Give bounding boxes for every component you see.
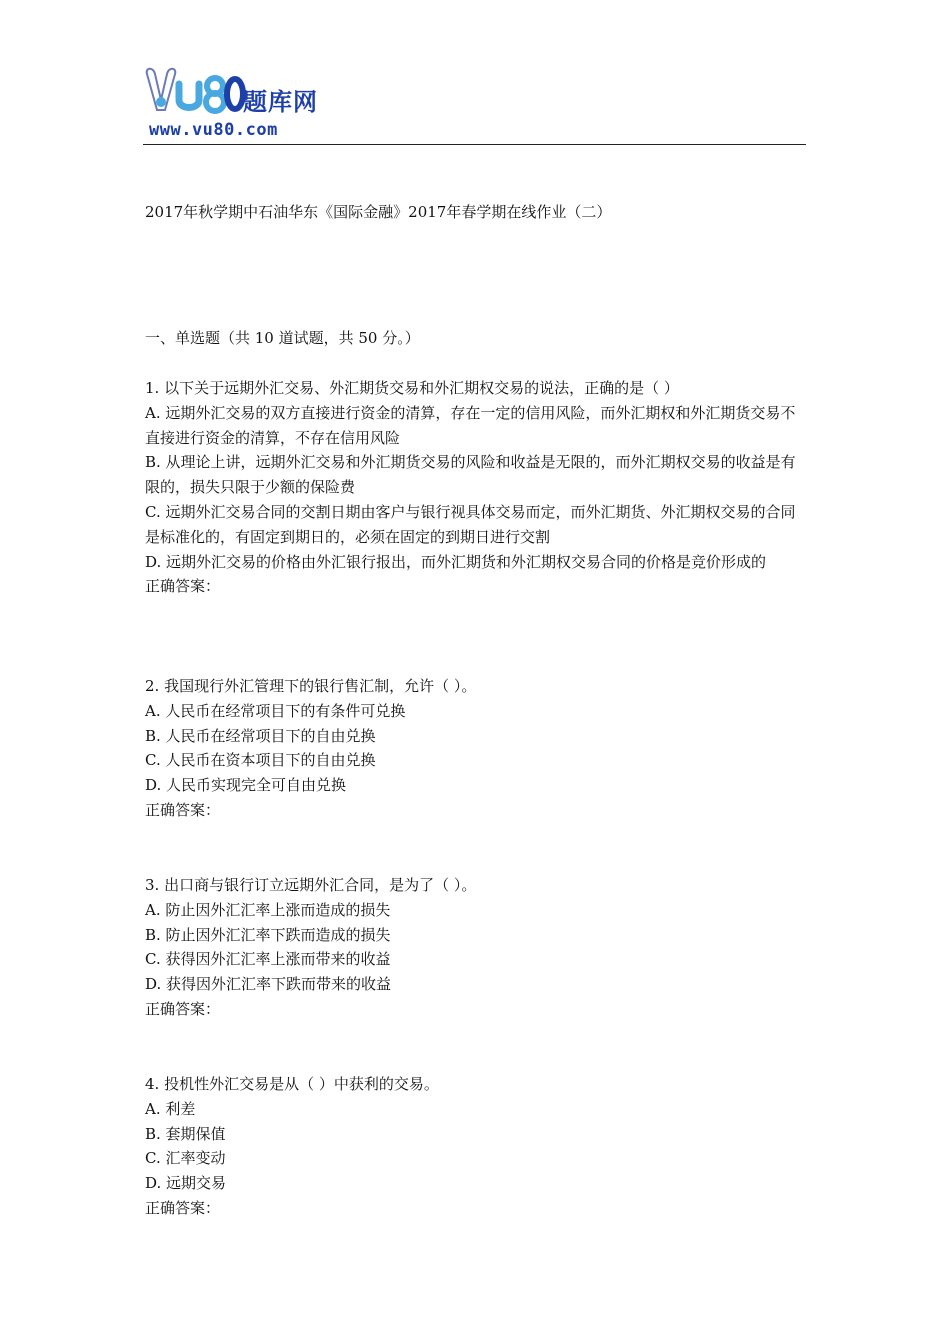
- page-header: [143, 62, 806, 145]
- question-3: [145, 873, 810, 1022]
- option-c: C. 获得因外汇汇率上涨而带来的收益: [145, 950, 391, 969]
- question-2: [145, 674, 810, 823]
- option-c: C. 人民币在资本项目下的自由兑换: [145, 751, 376, 770]
- answer-label: 正确答案：: [145, 577, 221, 596]
- answer-label: 正确答案：: [145, 999, 221, 1018]
- option-b: B. 套期保值: [145, 1124, 226, 1143]
- option-b: B. 从理论上讲，远期外汇交易和外汇期货交易的风险和收益是无限的，而外汇期权交易的收益是有限的，损失只限于少额的保险费: [145, 453, 796, 497]
- option-a: A. 利差: [145, 1099, 196, 1118]
- option-b: B. 防止因外汇汇率下跌而造成的损失: [145, 925, 391, 944]
- question-4: [145, 1072, 810, 1221]
- document-title: 2017年秋学期中石油华东《国际金融》2017年春学期在线作业（二）: [145, 203, 612, 221]
- answer-label: 正确答案：: [145, 800, 221, 819]
- question-stem: 4. 投机性外汇交易是从（ ）中获利的交易。: [145, 1075, 439, 1093]
- section-heading: 一、单选题（共 10 道试题，共 50 分。）: [145, 329, 420, 347]
- option-a: A. 远期外汇交易的双方直接进行资金的清算，存在一定的信用风险，而外汇期权和外汇期货交易不直接进行资金的清算，不存在信用风险: [145, 403, 796, 447]
- option-a: A. 防止因外汇汇率上涨而造成的损失: [145, 900, 391, 919]
- option-d: D. 获得因外汇汇率下跌而带来的收益: [145, 975, 392, 994]
- option-d: D. 远期交易: [145, 1174, 227, 1193]
- option-d: D. 人民币实现完全可自由兑换: [145, 776, 347, 795]
- logo-brand-text: 题库网: [243, 88, 318, 116]
- question-stem: 1. 以下关于远期外汇交易、外汇期货交易和外汇期权交易的说法，正确的是（ ）: [145, 379, 679, 397]
- question-stem: 3. 出口商与银行订立远期外汇合同，是为了（ ）。: [145, 876, 477, 894]
- answer-label: 正确答案：: [145, 1198, 221, 1217]
- question-1: [145, 376, 810, 599]
- option-a: A. 人民币在经常项目下的有条件可兑换: [145, 701, 406, 720]
- option-c: C. 汇率变动: [145, 1149, 226, 1168]
- option-b: B. 人民币在经常项目下的自由兑换: [145, 726, 376, 745]
- vu80-logo: [143, 66, 348, 140]
- option-c: C. 远期外汇交易合同的交割日期由客户与银行视具体交易而定，而外汇期货、外汇期权交易的合同是标准化的，有固定到期日的，必须在固定的到期日进行交割: [145, 502, 796, 546]
- question-stem: 2. 我国现行外汇管理下的银行售汇制，允许（ ）。: [145, 677, 477, 695]
- option-d: D. 远期外汇交易的价格由外汇银行报出，而外汇期货和外汇期权交易合同的价格是竞价形成的: [145, 552, 767, 571]
- logo-url-text: www.vu80.com: [149, 120, 278, 140]
